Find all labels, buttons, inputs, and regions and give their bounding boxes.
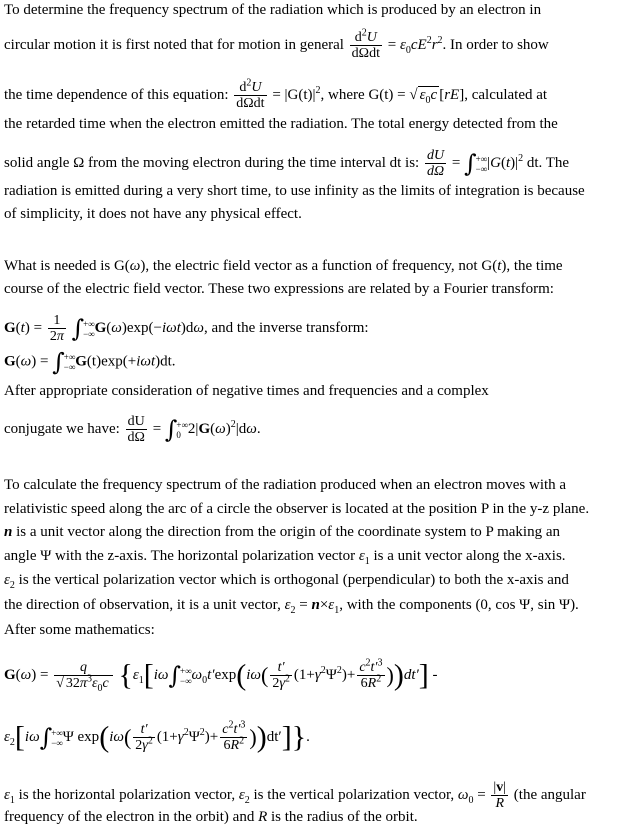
p4-line-1-b: is the vertical polarization vector, — [253, 786, 455, 803]
p3-line-2: relativistic speed along the arc of a circle the observer is located at the position P in the y-z plane. — [4, 501, 590, 517]
p1-line-3-tail: , calculated at — [464, 86, 548, 103]
p3-line-6-b: , with the components — [339, 597, 472, 613]
p2-line-5: After appropriate consideration of negative times and frequencies and a complex — [4, 383, 489, 399]
eq-omega0: $\frac{|v|}{R}$ — [493, 780, 507, 811]
p2-line-2: course of the electric field vector. These two expressions are related by a Fourier transform: — [4, 281, 554, 297]
p3-line-6-a: the direction of observation, it is a unit vector, — [4, 597, 281, 613]
eq-dU-dOmega-2: $\frac{dU}{d\Omega}$ — [127, 414, 145, 445]
p4-line-2: frequency of the electron in the orbit) and R is the radius of the orbit. — [4, 809, 418, 825]
p3-line-4: angle Ψ with the z-axis. The horizontal polarization vector $\varepsilon_1$ is a unit vector along the x-axis. — [4, 548, 566, 567]
eq-G-omega-line-2: $\varepsilon_2[i\omega\int$ +∞ −∞ Ψ exp(iω( $\frac{t'}{2\gamma^2}$ $(1+\gamma^2\Psi^2)+$ $\frac{c^2t'^3}{6R^2}$ ))dt′]}. — [4, 719, 310, 754]
p4-line-1: $\varepsilon_1$ is the horizontal polarization vector, $\varepsilon_2$ is the vertical polarization vector, $\omega_0$ = $\frac{|v|}{R}$ (the angular — [4, 780, 586, 811]
p3-line-3-text: is a unit vector along the direction from the origin of the coordinate system to P making an — [16, 524, 560, 540]
p1-line-7: of simplicity, it does not have any physical effect. — [4, 206, 302, 222]
p4-line-2-b: is the radius of the orbit. — [270, 809, 418, 825]
p4-line-1-a: is the horizontal polarization vector, — [18, 786, 236, 803]
eq-G-omega-line-1: G(ω) = $\frac{q}{√ 32\pi^3\varepsilon_0c}$ {$\varepsilon_1[i\omega\int$ +∞ −∞ $\omega_0t'\exp(i\omega$( $\frac{t'}{2\gamma^2}$ $(1+\gamma^2\Psi^2)+$ $\frac{c^2t'^3}{6R^2}$ ))dt′] - — [4, 657, 438, 694]
p2-line-3-tail: , and the inverse transform: — [204, 319, 369, 336]
p3-line-4-a: angle Ψ with the z-axis. The horizontal polarization vector — [4, 548, 356, 564]
p3-line-1: To calculate the frequency spectrum of the radiation produced when an electron moves with a — [4, 477, 567, 493]
p1-line-3-where: , where — [320, 86, 365, 103]
p4-line-2-a: frequency of the electron in the orbit) and — [4, 809, 255, 825]
eq-d2U-fraction-2: $\frac{d^2U}{\text{dΩdt}}$ — [236, 77, 265, 111]
p3-line-3: n is a unit vector along the direction from the origin of the coordinate system to P making an — [4, 524, 560, 540]
p3-line-5-text: is the vertical polarization vector which is orthogonal (perpendicular) to both the x-axis and — [18, 572, 569, 588]
p3-line-5: $\varepsilon_2$ is the vertical polarization vector which is orthogonal (perpendicular) to both the x-axis and — [4, 572, 569, 591]
p3-line-6: the direction of observation, it is a unit vector, $\varepsilon_2 = n\times\varepsilon_1$, with the components (0, cos Ψ, sin Ψ). — [4, 597, 579, 616]
p1-line-3: the time dependence of this equation: $\frac{d^2U}{\text{dΩdt}}$ = $|G(t)|^2$, where G(t) = √ $\varepsilon_0c$ [rE], calculated at — [4, 77, 548, 111]
p2-line-4: G(ω) = ∫ +∞ −∞ G(t)exp(+iωt)dt. — [4, 348, 176, 376]
eq-dU-dOmega: $\frac{dU}{d\Omega}$ — [426, 148, 445, 179]
p3-line-4-b: is a unit vector along the x-axis. — [373, 548, 566, 564]
p1-line-2-tail: . In order to show — [442, 36, 549, 53]
eq-one-over-2pi: $\frac{1}{2\pi}$ — [49, 313, 64, 344]
p2-line-1-b: , the electric field vector as a function of frequency, not — [145, 258, 478, 274]
p1-line-2: circular motion it is first noted that for motion in general $\frac{d^2U}{\text{dΩdt}}$ = $\varepsilon_0cE^2r^2$. In order to show — [4, 27, 549, 61]
p2-line-1-c: , the time — [506, 258, 563, 274]
p4-line-1-c: (the angular — [513, 786, 586, 803]
p3-line-7: After some mathematics: — [4, 622, 155, 638]
eq-prefactor: $\frac{q}{√ 32\pi^3\varepsilon_0c}$ — [54, 660, 112, 691]
p2-line-3: G(t) = $\frac{1}{2\pi}$ ∫ +∞ −∞ G(ω)exp(−iωt)dω, and the inverse transform: — [4, 313, 369, 344]
p1-line-3-text: the time dependence of this equation: — [4, 86, 229, 103]
p1-line-1: To determine the frequency spectrum of the radiation which is produced by an electron in — [4, 2, 542, 18]
p1-line-5-text: solid angle Ω from the moving electron during the time interval dt is: — [4, 154, 420, 171]
p2-line-6: conjugate we have: $\frac{dU}{d\Omega}$ = ∫ +∞ 0 $2|G(\omega)^2|d\omega$. — [4, 414, 261, 445]
eq-d2U-fraction: $\frac{d^2U}{\text{dΩdt}}$ — [351, 27, 380, 61]
p1-line-5: solid angle Ω from the moving electron during the time interval dt is: $\frac{dU}{d\Omega}$ = ∫ +∞ −∞ $|G(t)|^2$ dt. The — [4, 148, 570, 179]
p1-line-6: radiation is emitted during a very short time, to use infinity as the limits of integration is because — [4, 183, 585, 199]
p2-line-1-a: What is needed is — [4, 258, 111, 274]
p2-line-1: What is needed is G(ω), the electric field vector as a function of frequency, not G(t), the time — [4, 258, 563, 274]
p1-line-5-tail: dt. The — [526, 154, 570, 171]
p1-line-2-text: circular motion it is first noted that for motion in general — [4, 36, 344, 53]
p1-line-4: the retarded time when the electron emitted the radiation. The total energy detected from the — [4, 116, 558, 132]
p2-line-6-text: conjugate we have: — [4, 420, 120, 437]
